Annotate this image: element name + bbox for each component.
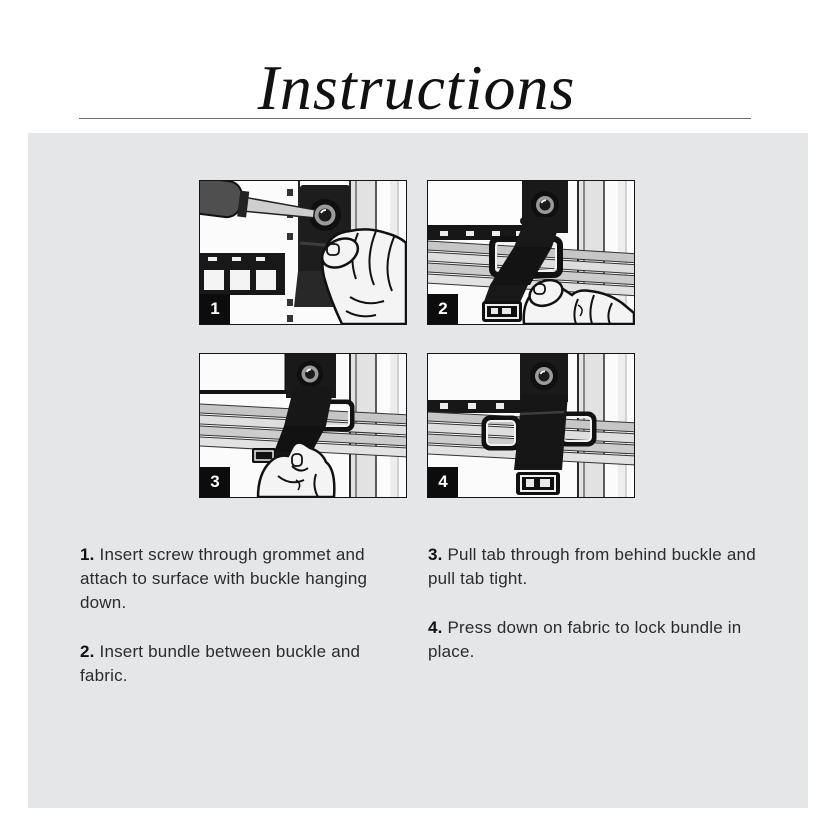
step-number: 3. [428,545,443,564]
instructions-panel [28,133,808,808]
strap-tip [482,301,522,322]
strap [514,394,568,470]
step-text: Pull tab through from behind buckle and pull tab tight. [428,545,756,588]
instruction-step-3 [428,543,760,591]
instruction-step-2 [80,640,368,688]
grommet-icon [297,361,323,387]
step-3-illustration [199,353,407,498]
bracket-strip [200,253,285,295]
step-number: 2. [80,642,95,661]
grommet-icon [530,362,558,390]
step-4-drawing [428,354,634,497]
strap-tip [516,472,560,495]
step-number: 1. [80,545,95,564]
step-text: Insert bundle between buckle and fabric. [80,642,361,685]
step-1-illustration [199,180,407,325]
instruction-step-1 [80,543,368,615]
step-number-badge: 3 [200,467,230,497]
step-number-badge: 4 [428,467,458,497]
step-text: Insert screw through grommet and attach to surface with buckle hanging down. [80,545,368,612]
step-text: Press down on fabric to lock bundle in place. [428,618,742,661]
instructions-column-right [428,543,760,689]
instruction-step-4 [428,616,760,664]
instructions-column-left [80,543,368,713]
step-number-badge: 1 [200,294,230,324]
bracket-strip [428,400,532,413]
step-3-drawing [200,354,406,497]
step-2-illustration [427,180,635,325]
title-divider-line [79,118,751,119]
step-number: 4. [428,618,443,637]
step-number-badge: 2 [428,294,458,324]
step-2-drawing [428,181,634,324]
step-1-drawing [200,181,406,324]
step-4-illustration [427,353,635,498]
grommet-icon [531,191,559,219]
page-title: Instructions [257,52,576,123]
